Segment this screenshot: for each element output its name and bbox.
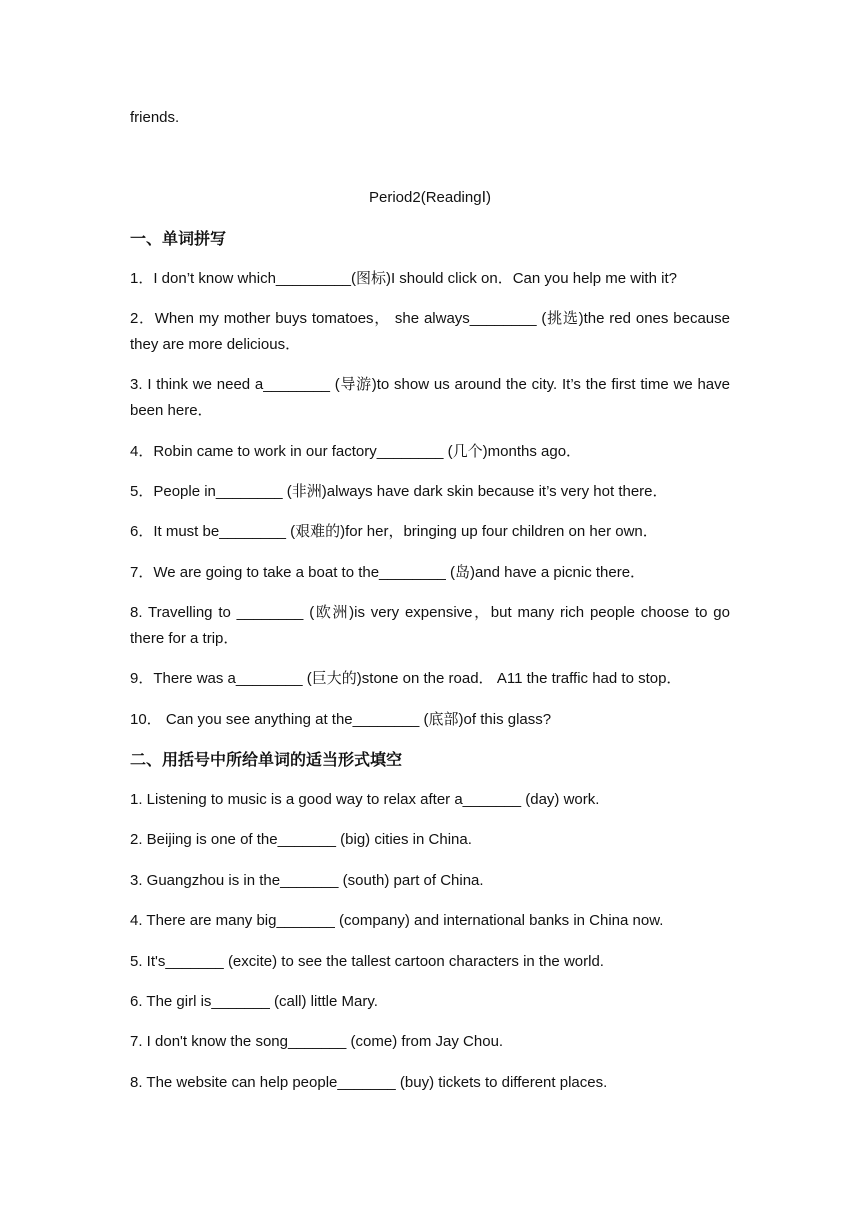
spelling-item-9: 9．There was a________ (巨大的)stone on the road． A11 the traffic had to stop． bbox=[130, 670, 682, 687]
word-form-item-1: 1. Listening to music is a good way to relax after a_______ (day) work. bbox=[130, 791, 600, 808]
spelling-item-3: 3. I think we need a________ (导游)to show us around the city. It’s the first time we have been here． bbox=[130, 376, 730, 419]
spelling-item-2: 2．When my mother buys tomatoes， she always________ (挑选)the red ones because they are more delicious． bbox=[130, 310, 730, 353]
word-form-item-6: 6. The girl is_______ (call) little Mary. bbox=[130, 993, 378, 1010]
section-heading-word-forms: 二、用括号中所给单词的适当形式填空 bbox=[130, 750, 403, 769]
continuation-text: friends. bbox=[130, 109, 180, 126]
word-form-item-4: 4. There are many big_______ (company) and international banks in China now. bbox=[130, 912, 664, 929]
word-form-item-7: 7. I don't know the song_______ (come) from Jay Chou. bbox=[130, 1033, 504, 1050]
word-form-item-2: 2. Beijing is one of the_______ (big) cities in China. bbox=[130, 831, 472, 848]
spelling-item-4: 4．Robin came to work in our factory________ (几个)months ago． bbox=[130, 443, 582, 460]
spelling-item-8: 8. Travelling to ________ (欧洲)is very expensive，but many rich people choose to go there for a trip． bbox=[130, 604, 730, 647]
word-form-item-8: 8. The website can help people_______ (buy) tickets to different places. bbox=[130, 1074, 608, 1091]
spelling-item-1: 1．I don’t know which_________(图标)I should click on．Can you help me with it? bbox=[130, 270, 677, 287]
section-heading-spelling: 一、单词拼写 bbox=[130, 229, 227, 248]
word-form-item-3: 3. Guangzhou is in the_______ (south) part of China. bbox=[130, 872, 484, 889]
spelling-item-7: 7．We are going to take a boat to the________ (岛)and have a picnic there． bbox=[130, 564, 646, 581]
word-form-item-5: 5. It's_______ (excite) to see the tallest cartoon characters in the world. bbox=[130, 953, 604, 970]
spelling-item-5: 5．People in________ (非洲)always have dark skin because it’s very hot there． bbox=[130, 483, 668, 500]
spelling-item-10: 10． Can you see anything at the________ (底部)of this glass? bbox=[130, 711, 552, 728]
page-title: Period2(ReadingⅠ) bbox=[369, 189, 491, 206]
spelling-item-6: 6．It must be________ (艰难的)for her，bringing up four children on her own． bbox=[130, 523, 658, 540]
